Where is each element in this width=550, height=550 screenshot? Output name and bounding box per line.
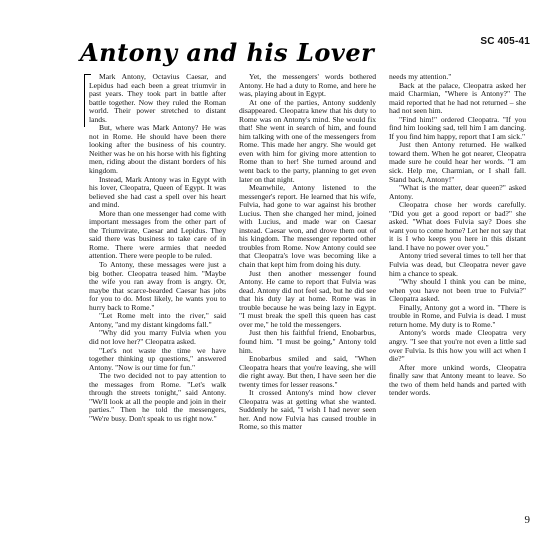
paragraph: needs my attention." [389,72,452,81]
paragraph: Just then Antony returned. He walked toward them. When he got nearer, Cleopatra made sure he could hear her words. "I am sick. Help me, Charmian, or I shall fall. Stand back, Antony!" [389,140,526,184]
paragraph: Just then another messenger found Antony. He came to report that Fulvia was dead. Antony did not feel sad, but he did see that his duty lay at home. Rome was in trouble because he was being lazy in Egypt. "I must break the spell this queen has cast over me," he told the messengers. [239,268,376,329]
paragraph: The two decided not to pay attention to the messages from Rome. "Let's walk through the streets tonight," said Antony. "We'll look at all the people and join in their parties." Then he told the messengers, "We're busy. Don't speak to us right now." [89,371,226,423]
paragraph: Antony's words made Cleopatra very angry. "I see that you're not even a little sad over Fulvia. Is this how you will act when I die?" [389,328,526,364]
paragraph: Cleopatra chose her words carefully. "Did you get a good report or bad?" she asked. "What does Fulvia say? Does she want you to come home? Let her not say that it is I who keeps you here in this distant land. I have no power over you." [389,200,526,252]
paragraph: After more unkind words, Cleopatra finally saw that Antony meant to leave. So the two of them held hands and parted with tender words. [389,362,526,398]
paragraph: Mark Antony, Octavius Caesar, and Lepidus had each been a great triumvir in past years. They took part in battle after battle together. Now they ruled the Roman world. Their power stretched to distant lands. [89,72,226,124]
paragraph: "Let's not waste the time we have together thinking up questions," answered Antony. "Now is our time for fun." [89,345,226,372]
paragraph: Finally, Antony got a word in. "There is trouble in Rome, and Fulvia is dead. I must return home. My duty is to Rome." [389,302,526,329]
paragraph: "Why should I think you can be mine, when you have not been true to Fulvia?" Cleopatra asked. [389,277,526,304]
paragraph: "What is the matter, dear queen?" asked Antony. [389,183,526,201]
paragraph: Enobarbus smiled and said, "When Cleopatra hears that you're leaving, she will die right away. But then, I have seen her die twenty times for lesser reasons." [239,354,376,389]
paragraph: Antony tried several times to tell her that Fulvia was dead, but Cleopatra never gave him a chance to speak. [389,251,526,278]
paragraph: More than one messenger had come with important messages from the other part of the Triumvirate, Caesar and Lepidus. They said there was business to take care of in Rome. There were armies that needed attention. There were people to be ruled. [89,208,226,261]
paragraph: "Find him!" ordered Cleopatra. "If you find him looking sad, tell him I am dancing. If you find him happy, report that I am sick." [389,114,526,141]
paragraph: "Why did you marry Fulvia when you did not love her?" Cleopatra asked. [89,328,226,346]
story-title: Antony and his Lover [80,38,375,67]
paragraph: Yet, the messengers' words bothered Antony. He had a duty to Rome, and here he was, playing about in Egypt. [239,72,376,99]
document-code: SC 405-41 [480,36,530,47]
text-column-1 [89,73,226,423]
paragraph: "Let Rome melt into the river," said Antony, "and my distant kingdoms fall." [89,311,226,329]
paragraph: It crossed Antony's mind how clever Cleopatra was at getting what she wanted. Suddenly he said, "I wish I had never seen her. And now Fulvia has caused trouble in Rome, so this matter [239,388,376,432]
paragraph: Back at the palace, Cleopatra asked her maid Charmian, "Where is Antony?" The maid reported that he had not returned – she had not seen him. [389,80,526,116]
paragraph: But, where was Mark Antony? He was not in Rome. He should have been there looking after the business of his country. Neither was he on his horse with his fighting men, riding about the distant borders of his kingdom. [89,123,226,176]
paragraph: Just then his faithful friend, Enobarbus, found him. "I must be going," Antony told him. [239,328,376,355]
page-number: 9 [524,514,530,526]
text-column-3 [389,73,526,398]
paragraph: At one of the parties, Antony suddenly disappeared. Cleopatra knew that his duty to Rome was on Antony's mind. She would fix that! She went in search of him, and found him talking with one of the messengers from Rome. This made her angry. She would get even with him for giving more attention to Rome than to her! She turned around and went back to the party, planning to get even later on that night. [239,97,376,184]
paragraph: Instead, Mark Antony was in Egypt with his lover, Cleopatra, Queen of Egypt. It was believed she had cast a spell over his heart and mind. [89,174,226,210]
text-column-2 [239,73,376,432]
paragraph: Meanwhile, Antony listened to the messenger's report. He learned that his wife, Fulvia, had gone to war against his brother Lucius. Then she changed her mind, joined with Lucius, and made war on Caesar instead. Caesar won, and drove them out of his kingdom. The messenger reported other troubles from Rome. Now Antony could see that Cleopatra's love was becoming like a chain that kept him from doing his duty. [239,183,376,270]
paragraph: To Antony, these messages were just a big bother. Cleopatra teased him. "Maybe the wife you ran away from is angry. Or, maybe that scarce-bearded Caesar has jobs for you to do. Most likely, he wants you to hurry back to Rome." [89,260,226,312]
